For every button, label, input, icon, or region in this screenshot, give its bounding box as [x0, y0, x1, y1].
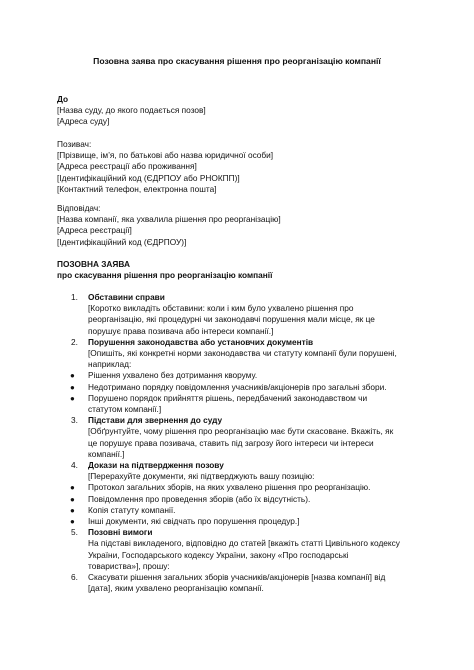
claim-item [57, 415, 437, 460]
claim-item-text: [дата], яким ухвалено реорганізацію компанії. [88, 583, 264, 594]
bullet-text: Протокол загальних зборів, на яких ухвалено рішення про реорганізацію. [88, 482, 371, 493]
defendant-address: [Адреса реєстрації] [57, 225, 132, 236]
bullet-text: Копія статуту компанії. [88, 504, 176, 515]
document-title: Позовна заява про скасування рішення про реорганізацію компанії [93, 56, 381, 66]
plaintiff-contact: [Контактний телефон, електронна пошта] [57, 183, 217, 194]
claim-item-title: Докази на підтвердження позову [88, 460, 224, 471]
claim-item-text: товариства»], прошу: [88, 560, 170, 571]
defendant-block [57, 203, 437, 248]
court-label: До [57, 94, 69, 104]
bullet-dot-icon: ● [70, 483, 75, 493]
bullet-text: Інші документи, які свідчать про порушення процедур.] [88, 516, 300, 527]
claim-item [57, 337, 437, 371]
defendant-name: [Назва компанії, яка ухвалила рішення про реорганізацію] [57, 214, 281, 225]
plaintiff-label: Позивач: [57, 139, 92, 149]
plaintiff-block [57, 139, 437, 195]
claim-item-text: [Перерахуйте документи, які підтверджують вашу позицію: [88, 471, 315, 482]
bullet-item [57, 494, 437, 505]
bullet-item [57, 482, 437, 493]
claim-item-number: 3. [71, 415, 78, 426]
bullet-text: Недотримано порядку повідомлення учасників/акціонерів про загальні збори. [88, 381, 387, 392]
bullet-dot-icon: ● [70, 494, 75, 504]
bullet-item [57, 370, 437, 381]
plaintiff-name: [Прізвище, ім’я, по батькові або назва юридичної особи] [57, 150, 274, 161]
claim-item-text: Скасувати рішення загальних зборів учасників/акціонерів [назва компанії] від [88, 572, 386, 583]
bullet-item [57, 382, 437, 393]
bullet-dot-icon: ● [70, 393, 75, 403]
defendant-code: [Ідентифікаційний код (ЄДРПОУ)] [57, 236, 187, 247]
claim-item-title: Обставини справи [88, 292, 165, 302]
claim-item-text: компанії.] [88, 448, 125, 459]
bullet-item [57, 516, 437, 527]
bullet-item [57, 505, 437, 516]
bullet-text: Порушено порядок прийняття рішень, передбачений законодавством чи [88, 392, 368, 403]
plaintiff-code: [Ідентифікаційний код (ЄДРПОУ або РНОКПП)] [57, 172, 240, 183]
court-name: [Назва суду, до якого подається позов] [57, 105, 206, 116]
claim-item-text: наприклад: [88, 359, 132, 370]
claim-item-number: 1. [71, 292, 78, 302]
bullet-text: статутом компанії.] [88, 404, 162, 415]
court-block [57, 94, 437, 128]
plaintiff-address: [Адреса реєстрації або проживання] [57, 161, 197, 172]
claim-heading-title: ПОЗОВНА ЗАЯВА [57, 259, 130, 269]
court-address: [Адреса суду] [57, 116, 110, 127]
bullet-text: Рішення ухвалено без дотримання кворуму. [88, 370, 258, 381]
claim-item [57, 460, 437, 482]
claim-item-number: 5. [71, 527, 78, 538]
claim-item-title: Порушення законодавства або установчих документів [88, 336, 314, 347]
claim-item-text: На підставі викладеного, відповідно до статей [вкажіть статті Цивільного кодексу [88, 538, 400, 549]
claim-item [57, 572, 437, 594]
bullet-dot-icon: ● [70, 382, 75, 392]
claim-item-title: Підстави для звернення до суду [88, 415, 223, 426]
bullet-dot-icon: ● [70, 517, 75, 527]
claim-item-number: 2. [71, 336, 78, 347]
claim-item-text: України, Господарського кодексу України, закону «Про господарські [88, 549, 349, 560]
claim-heading-subtitle: про скасування рішення про реорганізацію компанії [57, 270, 273, 281]
claim-item-text: [Обґрунтуйте, чому рішення про реорганізацію має бути скасоване. Вкажіть, як [88, 426, 394, 437]
claim-item-text: це порушує права позивача, ставить під загрозу його інтереси чи інтереси [88, 437, 374, 448]
claim-item [57, 292, 437, 337]
claim-item-text: [Опишіть, які конкретні норми законодавства чи статуту компанії були порушені, [88, 348, 397, 359]
claim-item-title: Позовні вимоги [88, 527, 153, 538]
claim-item-text: реорганізацію, які процедурні чи законодавчі порушення мали місце, як це [88, 314, 375, 325]
claim-item-number: 6. [71, 572, 78, 583]
claim-item-text: порушує права позивача або інтереси компанії.] [88, 325, 274, 336]
claim-items-list [57, 292, 437, 594]
claim-item-text: [Коротко викладіть обставини: коли і ким було ухвалено рішення про [88, 303, 354, 314]
bullet-dot-icon: ● [70, 505, 75, 515]
bullet-dot-icon: ● [70, 371, 75, 381]
defendant-label: Відповідач: [57, 203, 101, 213]
claim-item-number: 4. [71, 460, 78, 471]
claim-item [57, 527, 437, 572]
bullet-item [57, 393, 437, 415]
bullet-text: Повідомлення про проведення зборів (або їх відсутність). [88, 493, 311, 504]
claim-heading [57, 259, 437, 281]
